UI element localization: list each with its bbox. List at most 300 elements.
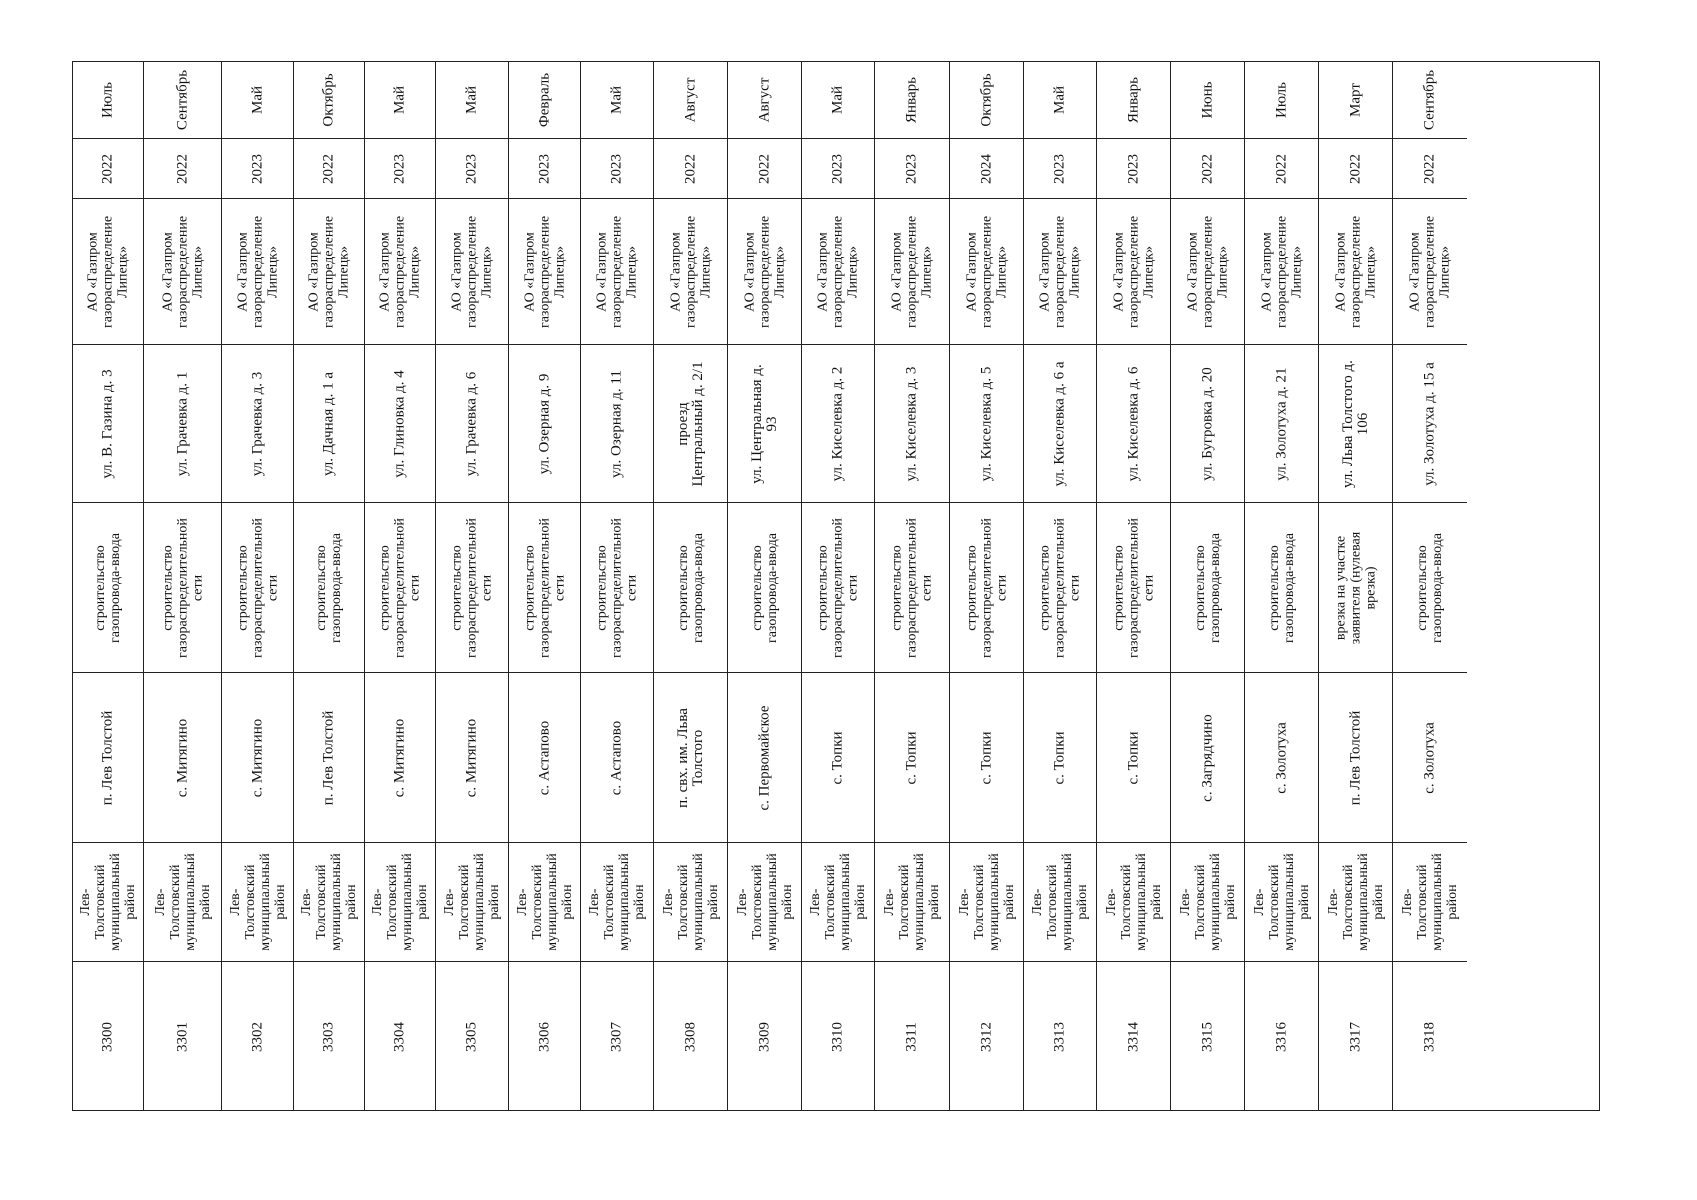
- table-row: [436, 62, 509, 1110]
- cell-month: [1319, 62, 1392, 139]
- cell-org: [1171, 199, 1244, 345]
- cell-org: [365, 199, 435, 345]
- table-row: [73, 62, 144, 1110]
- table-row: [1097, 62, 1171, 1110]
- cell-org: [509, 199, 580, 345]
- cell-address: [1319, 345, 1392, 503]
- cell-text-district: Лев- Толстовский муниципальный район: [956, 853, 1017, 951]
- cell-text-num: 3312: [978, 1022, 994, 1052]
- cell-text-locality: с. Митягино: [249, 718, 265, 797]
- cell-locality: [73, 673, 143, 843]
- cell-text-work: строительство газораспределительной сети: [449, 517, 495, 658]
- cell-locality: [144, 673, 221, 843]
- cell-address: [1393, 345, 1467, 503]
- table-row: [581, 62, 654, 1110]
- cell-work: [222, 503, 293, 673]
- cell-work: [802, 503, 874, 673]
- cell-text-month: Август: [682, 77, 698, 123]
- cell-district: [1024, 843, 1096, 962]
- cell-work: [728, 503, 801, 673]
- cell-locality: [509, 673, 580, 843]
- table-row: [950, 62, 1024, 1110]
- cell-text-num: 3304: [391, 1022, 408, 1052]
- cell-address: [365, 345, 435, 503]
- cell-district: [1245, 843, 1318, 962]
- cell-text-month: Май: [1051, 85, 1068, 115]
- cell-text-month: Август: [756, 77, 772, 123]
- cell-text-year: 2022: [1421, 153, 1438, 184]
- cell-text-work: строительство газопровода-ввода: [1266, 532, 1297, 643]
- cell-text-year: 2023: [829, 153, 846, 184]
- cell-text-locality: с. Митягино: [391, 718, 408, 797]
- cell-text-locality: с. Топки: [978, 730, 994, 785]
- cell-year: [1171, 139, 1244, 199]
- cell-month: [1171, 62, 1244, 139]
- cell-text-address: ул. Золотуха д. 21: [1273, 366, 1289, 481]
- cell-text-locality: с. Митягино: [463, 718, 480, 797]
- cell-work: [1245, 503, 1318, 673]
- cell-text-year: 2023: [608, 153, 625, 184]
- cell-text-locality: с. Первомайское: [756, 705, 772, 810]
- cell-district: [144, 843, 221, 962]
- cell-locality: [802, 673, 874, 843]
- cell-year: [728, 139, 801, 199]
- cell-text-year: 2023: [463, 153, 480, 184]
- cell-text-org: АО «Газпром газораспределение Липецк»: [85, 215, 131, 328]
- cell-text-org: АО «Газпром газораспределение Липецк»: [1037, 215, 1083, 328]
- cell-text-month: Февраль: [536, 72, 552, 128]
- cell-text-address: ул. Дачная д. 1 а: [320, 371, 337, 476]
- cell-text-year: 2023: [249, 153, 265, 184]
- cell-district: [1097, 843, 1170, 962]
- cell-num: [1393, 962, 1467, 1112]
- cell-district: [875, 843, 949, 962]
- cell-text-num: 3315: [1199, 1022, 1215, 1052]
- cell-text-year: 2023: [536, 153, 552, 184]
- cell-text-locality: с. Топки: [1125, 730, 1141, 785]
- cell-address: [73, 345, 143, 503]
- cell-text-address: ул. Центральная д. 93: [748, 363, 780, 484]
- cell-text-org: АО «Газпром газораспределение Липецк»: [1333, 215, 1378, 328]
- cell-year: [1393, 139, 1467, 199]
- table-row: [222, 62, 294, 1110]
- cell-month: [436, 62, 508, 139]
- cell-text-num: 3308: [682, 1022, 698, 1052]
- cell-text-address: ул. Золотуха д. 15 а: [1421, 361, 1438, 486]
- cell-text-year: 2022: [320, 153, 337, 184]
- cell-text-district: Лев- Толстовский муниципальный район: [1400, 853, 1460, 951]
- cell-text-address: ул. Грачевка д. 3: [249, 371, 265, 476]
- cell-locality: [1393, 673, 1467, 843]
- cell-month: [509, 62, 580, 139]
- cell-work: [509, 503, 580, 673]
- cell-text-year: 2022: [682, 153, 698, 184]
- cell-text-address: ул. Киселевка д. 6: [1125, 366, 1141, 481]
- cell-text-org: АО «Газпром газораспределение Липецк»: [964, 215, 1009, 328]
- cell-month: [654, 62, 727, 139]
- cell-month: [581, 62, 653, 139]
- cell-work: [73, 503, 143, 673]
- cell-org: [294, 199, 364, 345]
- cell-year: [73, 139, 143, 199]
- cell-text-org: АО «Газпром газораспределение Липецк»: [668, 215, 713, 328]
- table-row: [654, 62, 728, 1110]
- cell-year: [1319, 139, 1392, 199]
- cell-month: [1393, 62, 1467, 139]
- cell-month: [1024, 62, 1096, 139]
- cell-text-address: ул. Киселевка д. 6 а: [1051, 360, 1068, 487]
- cell-text-year: 2023: [1125, 153, 1141, 184]
- cell-work: [1171, 503, 1244, 673]
- cell-year: [509, 139, 580, 199]
- table-row: [509, 62, 581, 1110]
- cell-text-num: 3314: [1125, 1022, 1141, 1052]
- table-row: [294, 62, 365, 1110]
- cell-year: [581, 139, 653, 199]
- cell-text-org: АО «Газпром газораспределение Липецк»: [160, 215, 205, 328]
- cell-text-district: Лев- Толстовский муниципальный район: [1177, 853, 1238, 951]
- cell-month: [1245, 62, 1318, 139]
- cell-text-month: Май: [463, 85, 480, 115]
- cell-text-org: АО «Газпром газораспределение Липецк»: [306, 215, 352, 328]
- cell-text-locality: с. Астапово: [608, 720, 625, 795]
- cell-text-locality: с. Золотуха: [1273, 721, 1289, 794]
- cell-work: [1024, 503, 1096, 673]
- cell-text-address: ул. Грачевка д. 1: [174, 371, 190, 476]
- cell-district: [1393, 843, 1467, 962]
- cell-text-work: строительство газораспределительной сети: [160, 517, 205, 658]
- cell-work: [1097, 503, 1170, 673]
- cell-text-district: Лев- Толстовский муниципальный район: [1251, 853, 1312, 951]
- cell-locality: [1245, 673, 1318, 843]
- cell-text-month: Май: [249, 85, 265, 115]
- table-row: [1245, 62, 1319, 1110]
- cell-locality: [1024, 673, 1096, 843]
- cell-text-month: Январь: [1125, 77, 1141, 123]
- cell-work: [875, 503, 949, 673]
- cell-year: [222, 139, 293, 199]
- document-table: [72, 61, 1600, 1111]
- cell-text-work: строительство газопровода-ввода: [675, 532, 706, 643]
- cell-address: [654, 345, 727, 503]
- cell-num: [365, 962, 435, 1112]
- table-row: [144, 62, 222, 1110]
- cell-org: [654, 199, 727, 345]
- cell-num: [802, 962, 874, 1112]
- cell-text-work: строительство газораспределительной сети: [377, 517, 423, 658]
- cell-month: [294, 62, 364, 139]
- cell-text-work: строительство газораспределительной сети: [235, 517, 280, 658]
- cell-org: [144, 199, 221, 345]
- cell-year: [1097, 139, 1170, 199]
- cell-text-num: 3318: [1421, 1022, 1438, 1052]
- cell-text-month: Июнь: [1199, 81, 1215, 119]
- cell-text-month: Сентябрь: [174, 69, 190, 131]
- cell-text-year: 2023: [1051, 153, 1068, 184]
- cell-work: [1393, 503, 1467, 673]
- cell-text-work: строительство газораспределительной сети: [964, 517, 1009, 658]
- cell-text-district: Лев- Толстовский муниципальный район: [152, 853, 213, 951]
- cell-text-work: строительство газораспределительной сети: [1037, 517, 1083, 658]
- cell-text-address: ул. Киселевка д. 2: [829, 366, 846, 481]
- cell-work: [144, 503, 221, 673]
- cell-locality: [728, 673, 801, 843]
- cell-org: [802, 199, 874, 345]
- cell-text-num: 3306: [536, 1022, 552, 1052]
- cell-work: [365, 503, 435, 673]
- cell-year: [144, 139, 221, 199]
- cell-org: [1024, 199, 1096, 345]
- table-row: [1319, 62, 1393, 1110]
- cell-text-org: АО «Газпром газораспределение Липецк»: [1259, 215, 1304, 328]
- cell-text-num: 3313: [1051, 1022, 1068, 1052]
- cell-month: [1097, 62, 1170, 139]
- cell-address: [1024, 345, 1096, 503]
- cell-org: [950, 199, 1023, 345]
- cell-text-locality: п. Лев Толстой: [320, 710, 337, 805]
- cell-text-month: Май: [608, 85, 625, 115]
- cell-text-year: 2023: [903, 153, 920, 184]
- cell-text-num: 3303: [320, 1022, 337, 1052]
- cell-text-org: АО «Газпром газораспределение Липецк»: [742, 215, 787, 328]
- cell-text-work: строительство газопровода-ввода: [1192, 532, 1223, 643]
- cell-text-district: Лев- Толстовский муниципальный район: [882, 853, 942, 951]
- cell-num: [294, 962, 364, 1112]
- cell-text-year: 2024: [978, 153, 994, 184]
- cell-text-address: ул. Киселевка д. 5: [978, 366, 994, 481]
- cell-org: [581, 199, 653, 345]
- cell-text-district: Лев- Толстовский муниципальный район: [808, 853, 868, 951]
- cell-address: [728, 345, 801, 503]
- cell-address: [509, 345, 580, 503]
- cell-locality: [1319, 673, 1392, 843]
- cell-text-org: АО «Газпром газораспределение Липецк»: [449, 215, 495, 328]
- cell-text-month: Сентябрь: [1421, 69, 1438, 131]
- cell-org: [1319, 199, 1392, 345]
- cell-text-year: 2022: [99, 153, 116, 184]
- cell-text-address: ул. Бугровка д. 20: [1199, 366, 1215, 481]
- cell-district: [1319, 843, 1392, 962]
- cell-text-year: 2022: [1273, 153, 1289, 184]
- cell-address: [436, 345, 508, 503]
- cell-month: [802, 62, 874, 139]
- cell-text-district: Лев- Толстовский муниципальный район: [299, 853, 359, 951]
- cell-text-month: Июль: [99, 82, 116, 118]
- cell-work: [950, 503, 1023, 673]
- cell-text-locality: с. Золотуха: [1421, 721, 1438, 794]
- cell-work: [1319, 503, 1392, 673]
- cell-text-work: строительство газораспределительной сети: [522, 517, 567, 658]
- table-row: [1024, 62, 1097, 1110]
- cell-text-work: строительство газораспределительной сети: [594, 517, 640, 658]
- cell-text-month: Октябрь: [320, 73, 337, 127]
- cell-year: [1245, 139, 1318, 199]
- cell-district: [581, 843, 653, 962]
- cell-text-num: 3301: [174, 1022, 190, 1052]
- cell-locality: [654, 673, 727, 843]
- cell-text-year: 2022: [1199, 153, 1215, 184]
- cell-address: [1171, 345, 1244, 503]
- cell-locality: [436, 673, 508, 843]
- cell-text-address: ул. Грачевка д. 6: [463, 371, 480, 476]
- cell-num: [1171, 962, 1244, 1112]
- cell-text-district: Лев- Толстовский муниципальный район: [78, 853, 138, 951]
- cell-num: [509, 962, 580, 1112]
- table-row: [802, 62, 875, 1110]
- cell-text-month: Январь: [903, 77, 920, 123]
- cell-year: [365, 139, 435, 199]
- cell-text-month: Июль: [1273, 82, 1289, 118]
- cell-year: [802, 139, 874, 199]
- cell-text-work: строительство газораспределительной сети: [889, 517, 935, 658]
- cell-text-locality: с. Топки: [829, 730, 846, 785]
- cell-locality: [365, 673, 435, 843]
- cell-district: [950, 843, 1023, 962]
- cell-text-address: ул. Киселевка д. 3: [903, 366, 920, 481]
- cell-text-work: строительство газопровода-ввода: [93, 532, 123, 643]
- cell-district: [654, 843, 727, 962]
- cell-address: [294, 345, 364, 503]
- cell-text-num: 3317: [1347, 1022, 1363, 1052]
- cell-num: [875, 962, 949, 1112]
- cell-num: [1245, 962, 1318, 1112]
- cell-text-work: строительство газораспределительной сети: [1111, 517, 1156, 658]
- cell-address: [1097, 345, 1170, 503]
- cell-text-district: Лев- Толстовский муниципальный район: [734, 853, 795, 951]
- cell-district: [1171, 843, 1244, 962]
- cell-month: [875, 62, 949, 139]
- cell-text-work: строительство газопровода-ввода: [1415, 532, 1445, 643]
- cell-locality: [875, 673, 949, 843]
- cell-text-num: 3316: [1273, 1022, 1289, 1052]
- cell-month: [950, 62, 1023, 139]
- cell-text-district: Лев- Толстовский муниципальный район: [660, 853, 721, 951]
- cell-text-num: 3305: [463, 1022, 480, 1052]
- cell-text-work: врезка на участке заявителя (нулевая врезка): [1333, 531, 1378, 644]
- cell-year: [950, 139, 1023, 199]
- cell-text-work: строительство газораспределительной сети: [815, 517, 861, 658]
- table-row: [1171, 62, 1245, 1110]
- cell-work: [654, 503, 727, 673]
- cell-text-district: Лев- Толстовский муниципальный район: [227, 853, 288, 951]
- cell-district: [436, 843, 508, 962]
- cell-text-org: АО «Газпром газораспределение Липецк»: [1407, 215, 1453, 328]
- cell-address: [802, 345, 874, 503]
- cell-text-locality: п. свх. им. Льва Толстого: [674, 707, 706, 808]
- cell-text-num: 3311: [903, 1022, 920, 1052]
- cell-locality: [1171, 673, 1244, 843]
- cell-num: [222, 962, 293, 1112]
- cell-address: [875, 345, 949, 503]
- cell-text-org: АО «Газпром газораспределение Липецк»: [815, 215, 861, 328]
- cell-text-locality: с. Митягино: [174, 718, 190, 797]
- cell-locality: [222, 673, 293, 843]
- cell-district: [802, 843, 874, 962]
- cell-text-address: ул. Льва Толстого д. 106: [1339, 359, 1371, 488]
- cell-text-work: строительство газопровода-ввода: [314, 532, 344, 643]
- cell-text-district: Лев- Толстовский муниципальный район: [1030, 853, 1090, 951]
- cell-text-month: Май: [391, 85, 408, 115]
- cell-text-org: АО «Газпром газораспределение Липецк»: [889, 215, 935, 328]
- cell-num: [436, 962, 508, 1112]
- cell-text-num: 3300: [99, 1022, 116, 1052]
- cell-text-year: 2022: [756, 153, 772, 184]
- cell-year: [436, 139, 508, 199]
- cell-org: [73, 199, 143, 345]
- cell-num: [581, 962, 653, 1112]
- cell-text-org: АО «Газпром газораспределение Липецк»: [1185, 215, 1230, 328]
- cell-org: [1245, 199, 1318, 345]
- cell-text-num: 3302: [249, 1022, 265, 1052]
- cell-work: [436, 503, 508, 673]
- cell-text-num: 3310: [829, 1022, 846, 1052]
- cell-text-org: АО «Газпром газораспределение Липецк»: [522, 215, 567, 328]
- cell-text-org: АО «Газпром газораспределение Липецк»: [594, 215, 640, 328]
- cell-district: [73, 843, 143, 962]
- cell-text-month: Май: [829, 85, 846, 115]
- cell-text-address: проезд Центральный д. 2/1: [674, 360, 706, 487]
- cell-text-month: Март: [1347, 83, 1363, 117]
- cell-text-year: 2022: [174, 153, 190, 184]
- cell-address: [1245, 345, 1318, 503]
- cell-org: [1393, 199, 1467, 345]
- cell-text-address: ул. Глиновка д. 4: [391, 369, 408, 478]
- cell-text-district: Лев- Толстовский муниципальный район: [370, 853, 430, 951]
- cell-text-locality: п. Лев Толстой: [99, 710, 116, 805]
- cell-text-district: Лев- Толстовский муниципальный район: [1103, 853, 1164, 951]
- cell-month: [222, 62, 293, 139]
- cell-district: [294, 843, 364, 962]
- cell-month: [144, 62, 221, 139]
- cell-month: [73, 62, 143, 139]
- cell-num: [1319, 962, 1392, 1112]
- cell-org: [875, 199, 949, 345]
- table-row: [875, 62, 950, 1110]
- cell-org: [436, 199, 508, 345]
- table-row: [365, 62, 436, 1110]
- cell-num: [144, 962, 221, 1112]
- cell-text-locality: с. Загрядчино: [1199, 713, 1215, 802]
- cell-locality: [581, 673, 653, 843]
- cell-year: [294, 139, 364, 199]
- cell-text-month: Октябрь: [978, 73, 994, 127]
- cell-num: [1097, 962, 1170, 1112]
- cell-district: [509, 843, 580, 962]
- cell-address: [144, 345, 221, 503]
- cell-text-address: ул. Озерная д. 9: [536, 373, 552, 474]
- cell-year: [654, 139, 727, 199]
- cell-num: [1024, 962, 1096, 1112]
- cell-locality: [950, 673, 1023, 843]
- cell-work: [581, 503, 653, 673]
- cell-text-address: ул. В. Газина д. 3: [99, 368, 116, 479]
- table-row: [1393, 62, 1467, 1110]
- cell-text-district: Лев- Толстовский муниципальный район: [442, 853, 502, 951]
- cell-text-num: 3309: [756, 1022, 772, 1052]
- cell-text-locality: п. Лев Толстой: [1347, 710, 1363, 805]
- cell-org: [1097, 199, 1170, 345]
- cell-text-address: ул. Озерная д. 11: [608, 369, 625, 478]
- cell-year: [1024, 139, 1096, 199]
- cell-district: [728, 843, 801, 962]
- cell-month: [728, 62, 801, 139]
- cell-text-locality: с. Астапово: [536, 720, 552, 795]
- cell-text-org: АО «Газпром газораспределение Липецк»: [235, 215, 280, 328]
- cell-text-work: строительство газопровода-ввода: [749, 532, 780, 643]
- cell-address: [222, 345, 293, 503]
- cell-text-year: 2022: [1347, 153, 1363, 184]
- cell-num: [728, 962, 801, 1112]
